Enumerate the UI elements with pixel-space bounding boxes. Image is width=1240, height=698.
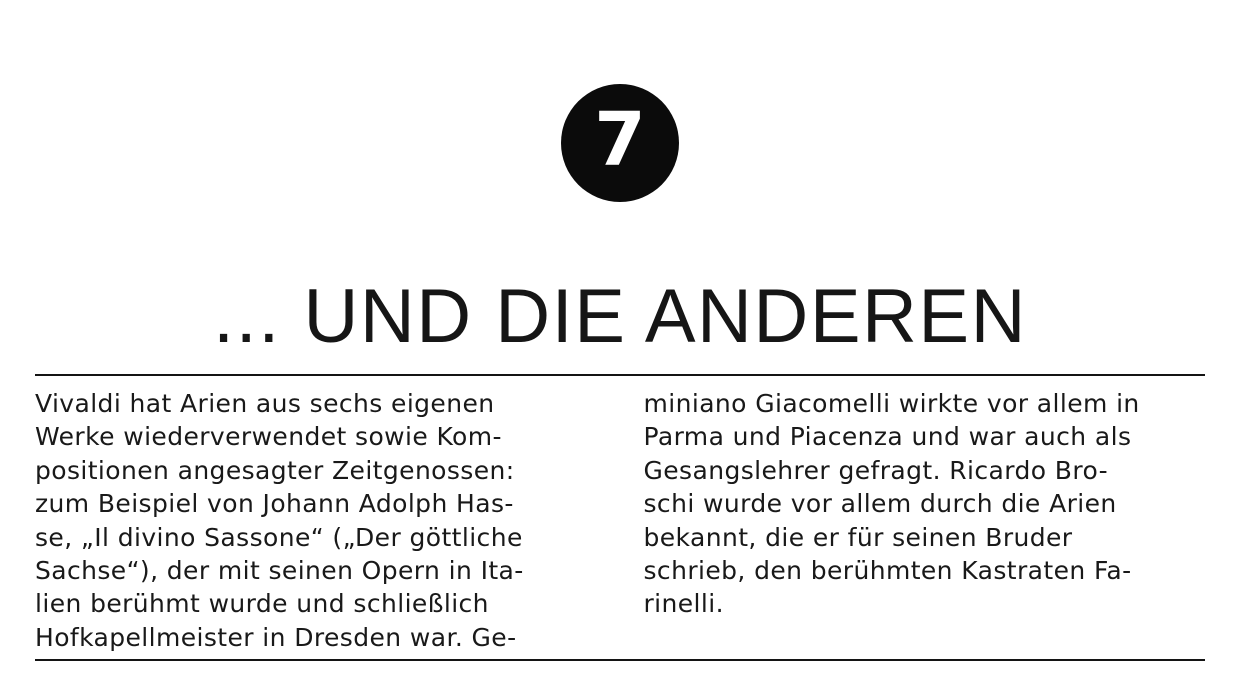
text-line: Parma und Piacenza und war auch als [643,422,1132,452]
text-line: positionen angesagter Zeitgenossen: [35,455,515,485]
text-column-left [35,387,597,654]
text-line: schrieb, den berühmten Kastraten Fa- [643,556,1132,586]
text-line: Sachse“), der mit seinen Opern in Ita- [35,556,524,586]
text-line: bekannt, die er für seinen Bruder [643,522,1073,552]
text-line: zum Beispiel von Johann Adolph Has- [35,489,514,519]
chapter-title: ... UND DIE ANDEREN [213,273,1027,359]
chapter-number: 7 [594,97,646,183]
text-line: Hofkapellmeister in Dresden war. Ge- [35,622,517,652]
text-line: Vivaldi hat Arien aus sechs eigenen [35,389,495,418]
text-line: rinelli. [643,589,724,619]
chapter-number-badge [561,84,679,202]
top-divider [35,374,1205,376]
text-line: se, „Il divino Sassone“ („Der göttliche [35,522,523,552]
text-line: lien berühmt wurde und schließlich [35,589,489,619]
bottom-divider [35,659,1205,661]
text-line: miniano Giacomelli wirkte vor allem in [643,389,1140,418]
text-line: Gesangslehrer gefragt. Ricardo Bro- [643,455,1109,485]
text-column-right [644,387,1206,654]
text-line: Werke wiederverwendet sowie Kom- [35,422,502,452]
article-body [35,387,1205,654]
text-line: schi wurde vor allem durch die Arien [643,489,1117,519]
